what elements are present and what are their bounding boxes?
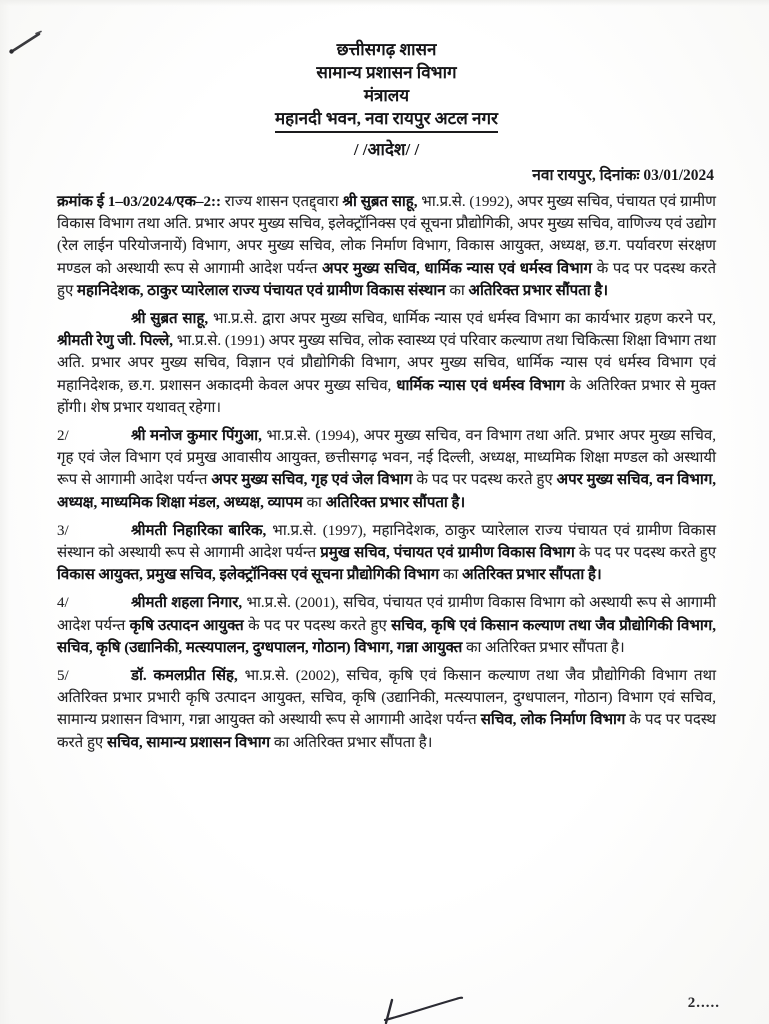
emphasized-text: विकास आयुक्त, प्रमुख सचिव, इलेक्ट्रॉनिक्स एवं सूचना प्रौद्योगिकी विभाग [57,567,443,584]
body-text: के पद पर पदस्थ करते हुए [57,260,716,299]
order-paragraph [57,425,716,514]
emphasized-text: सचिव, सामान्य प्रशासन विभाग [106,734,274,751]
paragraph-number: 5/ [57,668,69,685]
body-text: का [449,282,469,299]
document-paragraphs [57,191,716,754]
emphasized-text: कृषि उत्पादन आयुक्त [129,617,249,634]
signature-tick-icon [385,998,462,1023]
office-name: मंत्रालय [363,86,410,105]
body-text: का अतिरिक्त प्रभार सौंपता है। [273,734,433,751]
body-text: भा.प्र.से. द्वारा अपर मुख्य सचिव, धार्मिक न्यास एवं धर्मस्व विभाग का कार्यभार ग्रहण करने पर, [212,311,716,328]
body-text: का [306,494,326,511]
paragraph-number: 2/ [57,428,69,445]
body-text: राज्य शासन एतद्द्वारा [224,194,343,210]
body-text: भा.प्र.से. (1991) अपर मुख्य सचिव, लोक स्वास्थ्य एवं परिवार कल्याण तथा चिकित्सा शिक्षा विभाग तथा अति. प्रभार अपर मुख्य सचिव, विज्ञान एवं प्रौद्योगिकी विभाग, अपर मुख्य सचिव, धार्मिक न्यास एवं धर्मस्व विभाग एवं महानिदेशक, छ.ग. प्रशासन अकादमी केवल अपर मुख्य सचिव, [57,333,716,394]
body-text: भा.प्र.से. (1992), अपर मुख्य सचिव, पंचायत एवं ग्रामीण विकास विभाग तथा अति. प्रभार अपर मुख्य सचिव, इलेक्ट्रॉनिक्स एवं सूचना प्रौद्योगिकी, अपर मुख्य सचिव, वाणिज्य एवं उद्योग (रेल लाईन परियोजनायें) विभाग, अपर मुख्य सचिव, लोक निर्माण विभाग, विकास आयुक्त, अध्यक्ष, छ.ग. पर्यावरण संरक्षण मण्डल को अस्थायी रूप से आगामी आदेश पर्यन्त [57,194,716,277]
order-title: / /आदेश/ / [353,140,420,159]
emphasized-text: अपर मुख्य सचिव, धार्मिक न्यास एवं धर्मस्व विभाग [322,260,597,277]
body-text: का [443,567,463,584]
order-paragraph [57,191,716,302]
order-paragraph [57,592,716,659]
emphasized-text: अपर मुख्य सचिव, वन विभाग, अध्यक्ष, माध्यमिक शिक्षा मंडल, अध्यक्ष, व्यापम [57,472,717,511]
order-paragraph [57,308,716,419]
body-text: भा.प्र.से. (1997), महानिदेशक, ठाकुर प्यारेलाल राज्य पंचायत एवं ग्रामीण विकास संस्थान को अस्थायी रूप से आगामी आदेश पर्यन्त [57,522,716,562]
paragraph-number: 4/ [57,595,69,612]
emphasized-text: अतिरिक्त प्रभार सौंपता है। [462,567,602,584]
emphasized-text: श्रीमती शहला निगार, [131,595,247,612]
body-text: का अतिरिक्त प्रभार सौंपता है। [466,639,625,656]
body-text: के अतिरिक्त प्रभार से मुक्त होंगी। शेष प्रभार यथावत् रहेगा। [57,377,716,416]
government-name: छत्तीसगढ़ शासन [336,40,437,59]
emphasized-text: श्री सुब्रत साहू, [131,311,213,328]
emphasized-text: डॉ. कमलप्रीत सिंह, [131,668,245,685]
order-paragraph [57,665,716,754]
body-text: के पद पर पदस्थ करते हुए [248,617,392,634]
body-text: भा.प्र.से. (2001), सचिव, पंचायत एवं ग्रामीण विकास विभाग को अस्थायी रूप से आगामी आदेश पर्यन्त [57,595,716,634]
emphasized-text: क्रमांक ई 1–03/2024/एक–2:: [57,194,225,210]
body-text: के पद पर पदस्थ करते हुए [416,472,557,489]
office-address: महानदी भवन, नवा रायपुर अटल नगर [275,107,498,133]
next-page-marker: 2..... [687,995,720,1011]
pen-scribble-top-left-icon [9,32,41,54]
emphasized-text: श्रीमती निहारिका बारिक, [131,522,273,539]
emphasized-text: अपर मुख्य सचिव, गृह एवं जेल विभाग [211,472,417,489]
emphasized-text: सचिव, कृषि एवं किसान कल्याण तथा जैव प्रौद्योगिकी विभाग, सचिव, कृषि (उद्यानिकी, मत्स्यपालन, दुग्धपालन, गोठान) विभाग, गन्ना आयुक्त [57,617,717,656]
emphasized-text: धार्मिक न्यास एवं धर्मस्व विभाग [396,377,570,394]
emphasized-text: अतिरिक्त प्रभार सौंपता है। [468,282,609,299]
body-text: भा.प्र.से. (2002), सचिव, कृषि एवं किसान कल्याण तथा जैव प्रौद्योगिकी विभाग तथा अतिरिक्त प्रभार प्रभारी कृषि उत्पादन आयुक्त, सचिव, कृषि (उद्यानिकी, मत्स्यपालन, दुग्धपालन, गोठान) विभाग एवं सचिव, सामान्य प्रशासन विभाग, गन्ना आयुक्त को अस्थायी रूप से आगामी आदेश पर्यन्त [57,668,717,729]
body-text: भा.प्र.से. (1994), अपर मुख्य सचिव, वन विभाग तथा अति. प्रभार अपर मुख्य सचिव, गृह एवं जेल विभाग एवं प्रमुख आवासीय आयुक्त, छत्तीसगढ़ भवन, नई दिल्ली, अध्यक्ष, माध्यमिक शिक्षा मण्डल को अस्थायी रूप से आगामी आदेश पर्यन्त [57,428,716,489]
emphasized-text: श्री मनोज कुमार पिंगुआ, [131,428,267,445]
body-text: के पद पर पदस्थ करते हुए [57,712,716,751]
emphasized-text: सचिव, लोक निर्माण विभाग [480,712,630,729]
emphasized-text: प्रमुख सचिव, पंचायत एवं ग्रामीण विकास विभाग [320,545,579,562]
body-text: के पद पर पदस्थ करते हुए [578,545,716,562]
place-date-line: नवा रायपुर, दिनांकः 03/01/2024 [532,167,714,184]
order-paragraph [57,520,716,587]
emphasized-text: महानिदेशक, ठाकुर प्यारेलाल राज्य पंचायत एवं ग्रामीण विकास संस्थान [77,282,450,299]
emphasized-text: अतिरिक्त प्रभार सौंपता है। [325,494,466,511]
emphasized-text: श्रीमती रेणु जी. पिल्ले, [57,333,177,350]
document-content [57,38,716,760]
paragraph-number: 3/ [57,522,69,539]
document-header [57,38,716,133]
emphasized-text: श्री सुब्रत साहू, [342,194,422,210]
department-name: सामान्य प्रशासन विभाग [316,63,457,82]
